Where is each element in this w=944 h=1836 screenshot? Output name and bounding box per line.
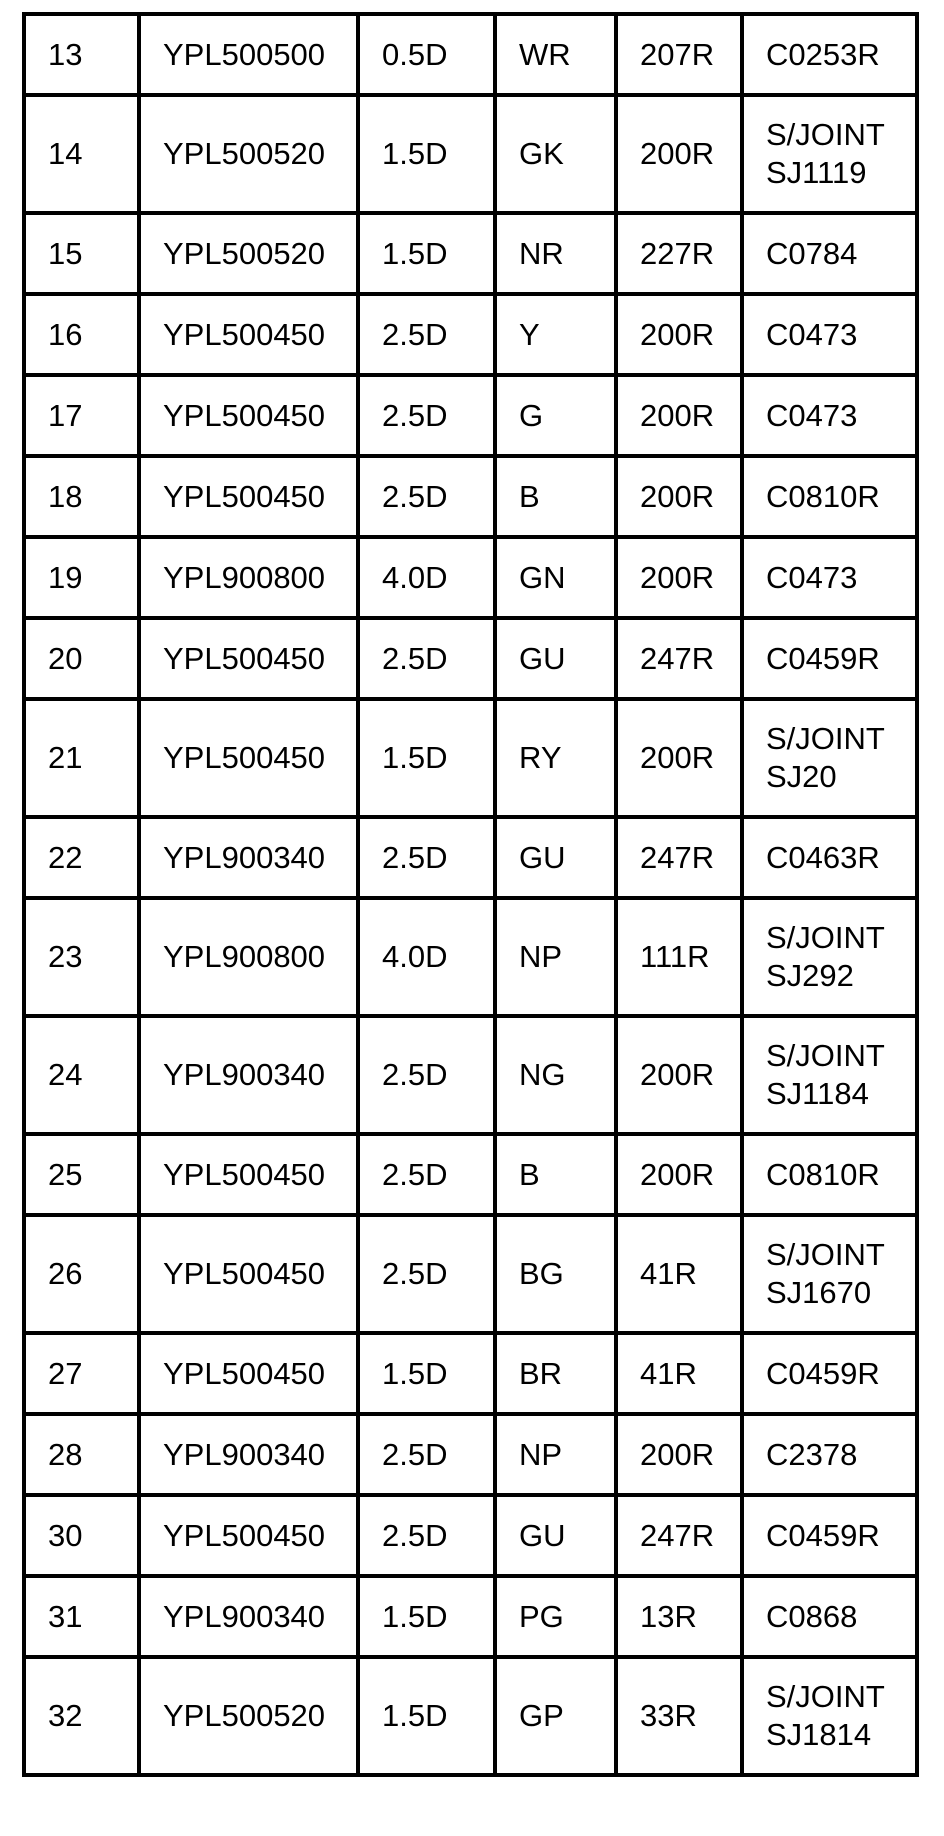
part-number-cell: YPL500450 [139, 1495, 358, 1576]
color-code-cell: GU [495, 618, 616, 699]
table-row [24, 1495, 917, 1576]
color-code-cell: GU [495, 1495, 616, 1576]
reference-line: C0473 [766, 559, 858, 595]
row-number-cell: 16 [24, 294, 139, 375]
row-number-cell: 14 [24, 95, 139, 213]
size-cell: 1.5D [358, 213, 495, 294]
reference-line: S/JOINT [766, 1237, 885, 1272]
reference-line: C0459R [766, 1517, 880, 1553]
code-cell: 33R [616, 1657, 742, 1775]
reference-line: S/JOINT [766, 1038, 885, 1073]
reference-line: S/JOINT [766, 1679, 885, 1714]
color-code-cell: PG [495, 1576, 616, 1657]
size-cell: 2.5D [358, 618, 495, 699]
reference-cell [742, 375, 917, 456]
table-row [24, 618, 917, 699]
size-cell: 2.5D [358, 375, 495, 456]
reference-line: C0784 [766, 235, 858, 271]
part-number-cell: YPL500450 [139, 1215, 358, 1333]
reference-line: SJ1814 [766, 1717, 872, 1752]
size-cell: 2.5D [358, 1016, 495, 1134]
data-table-container [22, 12, 915, 1777]
color-code-cell: RY [495, 699, 616, 817]
part-number-cell: YPL900800 [139, 537, 358, 618]
table-row [24, 898, 917, 1016]
reference-line: C0253R [766, 36, 880, 72]
reference-line: SJ20 [766, 759, 837, 794]
reference-cell [742, 618, 917, 699]
size-cell: 1.5D [358, 1657, 495, 1775]
part-number-cell: YPL500450 [139, 1333, 358, 1414]
reference-cell [742, 699, 917, 817]
part-number-cell: YPL900340 [139, 817, 358, 898]
color-code-cell: NR [495, 213, 616, 294]
reference-cell [742, 213, 917, 294]
reference-cell [742, 1414, 917, 1495]
table-row [24, 1414, 917, 1495]
table-row [24, 1333, 917, 1414]
row-number-cell: 26 [24, 1215, 139, 1333]
size-cell: 2.5D [358, 456, 495, 537]
color-code-cell: GU [495, 817, 616, 898]
color-code-cell: GP [495, 1657, 616, 1775]
code-cell: 247R [616, 1495, 742, 1576]
reference-line: SJ292 [766, 958, 854, 993]
table-row [24, 95, 917, 213]
table-row [24, 1657, 917, 1775]
table-row [24, 1134, 917, 1215]
reference-cell [742, 1134, 917, 1215]
color-code-cell: GK [495, 95, 616, 213]
code-cell: 200R [616, 699, 742, 817]
color-code-cell: B [495, 456, 616, 537]
reference-line: C0459R [766, 1355, 880, 1391]
size-cell: 1.5D [358, 699, 495, 817]
table-row [24, 456, 917, 537]
reference-line: S/JOINT [766, 920, 885, 955]
row-number-cell: 25 [24, 1134, 139, 1215]
code-cell: 200R [616, 537, 742, 618]
reference-line: C0459R [766, 640, 880, 676]
reference-line: SJ1670 [766, 1275, 872, 1310]
code-cell: 41R [616, 1215, 742, 1333]
color-code-cell: WR [495, 14, 616, 95]
code-cell: 200R [616, 294, 742, 375]
part-number-cell: YPL500450 [139, 699, 358, 817]
size-cell: 2.5D [358, 817, 495, 898]
table-row [24, 1016, 917, 1134]
size-cell: 2.5D [358, 1414, 495, 1495]
size-cell: 1.5D [358, 95, 495, 213]
part-number-cell: YPL500450 [139, 618, 358, 699]
size-cell: 2.5D [358, 1134, 495, 1215]
reference-cell [742, 95, 917, 213]
reference-cell [742, 456, 917, 537]
code-cell: 227R [616, 213, 742, 294]
size-cell: 1.5D [358, 1333, 495, 1414]
part-number-cell: YPL500450 [139, 1134, 358, 1215]
row-number-cell: 19 [24, 537, 139, 618]
color-code-cell: BR [495, 1333, 616, 1414]
data-table [22, 12, 919, 1777]
size-cell: 2.5D [358, 294, 495, 375]
row-number-cell: 22 [24, 817, 139, 898]
row-number-cell: 31 [24, 1576, 139, 1657]
reference-line: C0473 [766, 316, 858, 352]
part-number-cell: YPL500520 [139, 1657, 358, 1775]
part-number-cell: YPL500450 [139, 294, 358, 375]
row-number-cell: 30 [24, 1495, 139, 1576]
table-row [24, 699, 917, 817]
size-cell: 2.5D [358, 1215, 495, 1333]
part-number-cell: YPL900340 [139, 1016, 358, 1134]
code-cell: 41R [616, 1333, 742, 1414]
color-code-cell: B [495, 1134, 616, 1215]
reference-cell [742, 294, 917, 375]
reference-line: SJ1119 [766, 155, 867, 190]
reference-cell [742, 1495, 917, 1576]
row-number-cell: 20 [24, 618, 139, 699]
color-code-cell: GN [495, 537, 616, 618]
row-number-cell: 18 [24, 456, 139, 537]
part-number-cell: YPL500520 [139, 95, 358, 213]
reference-line: C0810R [766, 1156, 880, 1192]
part-number-cell: YPL900340 [139, 1414, 358, 1495]
size-cell: 4.0D [358, 898, 495, 1016]
table-row [24, 14, 917, 95]
color-code-cell: Y [495, 294, 616, 375]
size-cell: 2.5D [358, 1495, 495, 1576]
table-row [24, 375, 917, 456]
color-code-cell: NG [495, 1016, 616, 1134]
reference-line: C0810R [766, 478, 880, 514]
reference-cell [742, 14, 917, 95]
table-row [24, 817, 917, 898]
size-cell: 4.0D [358, 537, 495, 618]
row-number-cell: 27 [24, 1333, 139, 1414]
code-cell: 200R [616, 1016, 742, 1134]
size-cell: 0.5D [358, 14, 495, 95]
reference-cell [742, 898, 917, 1016]
part-number-cell: YPL900800 [139, 898, 358, 1016]
table-row [24, 1576, 917, 1657]
table-row [24, 1215, 917, 1333]
reference-line: C0463R [766, 839, 880, 875]
part-number-cell: YPL500450 [139, 375, 358, 456]
row-number-cell: 28 [24, 1414, 139, 1495]
part-number-cell: YPL500500 [139, 14, 358, 95]
reference-cell [742, 1333, 917, 1414]
code-cell: 247R [616, 817, 742, 898]
reference-line: C0868 [766, 1598, 858, 1634]
code-cell: 200R [616, 95, 742, 213]
part-number-cell: YPL900340 [139, 1576, 358, 1657]
reference-cell [742, 1016, 917, 1134]
row-number-cell: 24 [24, 1016, 139, 1134]
reference-line: S/JOINT [766, 117, 885, 152]
table-row [24, 213, 917, 294]
row-number-cell: 17 [24, 375, 139, 456]
code-cell: 200R [616, 1414, 742, 1495]
code-cell: 13R [616, 1576, 742, 1657]
reference-cell [742, 1215, 917, 1333]
color-code-cell: BG [495, 1215, 616, 1333]
reference-line: C2378 [766, 1436, 858, 1472]
color-code-cell: NP [495, 898, 616, 1016]
reference-line: SJ1184 [766, 1076, 869, 1111]
reference-cell [742, 817, 917, 898]
color-code-cell: NP [495, 1414, 616, 1495]
reference-line: C0473 [766, 397, 858, 433]
row-number-cell: 13 [24, 14, 139, 95]
reference-cell [742, 1576, 917, 1657]
code-cell: 207R [616, 14, 742, 95]
reference-cell [742, 1657, 917, 1775]
code-cell: 200R [616, 456, 742, 537]
part-number-cell: YPL500520 [139, 213, 358, 294]
reference-cell [742, 537, 917, 618]
row-number-cell: 23 [24, 898, 139, 1016]
row-number-cell: 32 [24, 1657, 139, 1775]
row-number-cell: 21 [24, 699, 139, 817]
part-number-cell: YPL500450 [139, 456, 358, 537]
code-cell: 111R [616, 898, 742, 1016]
reference-line: S/JOINT [766, 721, 885, 756]
table-body [24, 14, 917, 1775]
code-cell: 200R [616, 375, 742, 456]
code-cell: 247R [616, 618, 742, 699]
table-row [24, 537, 917, 618]
color-code-cell: G [495, 375, 616, 456]
code-cell: 200R [616, 1134, 742, 1215]
table-row [24, 294, 917, 375]
row-number-cell: 15 [24, 213, 139, 294]
size-cell: 1.5D [358, 1576, 495, 1657]
